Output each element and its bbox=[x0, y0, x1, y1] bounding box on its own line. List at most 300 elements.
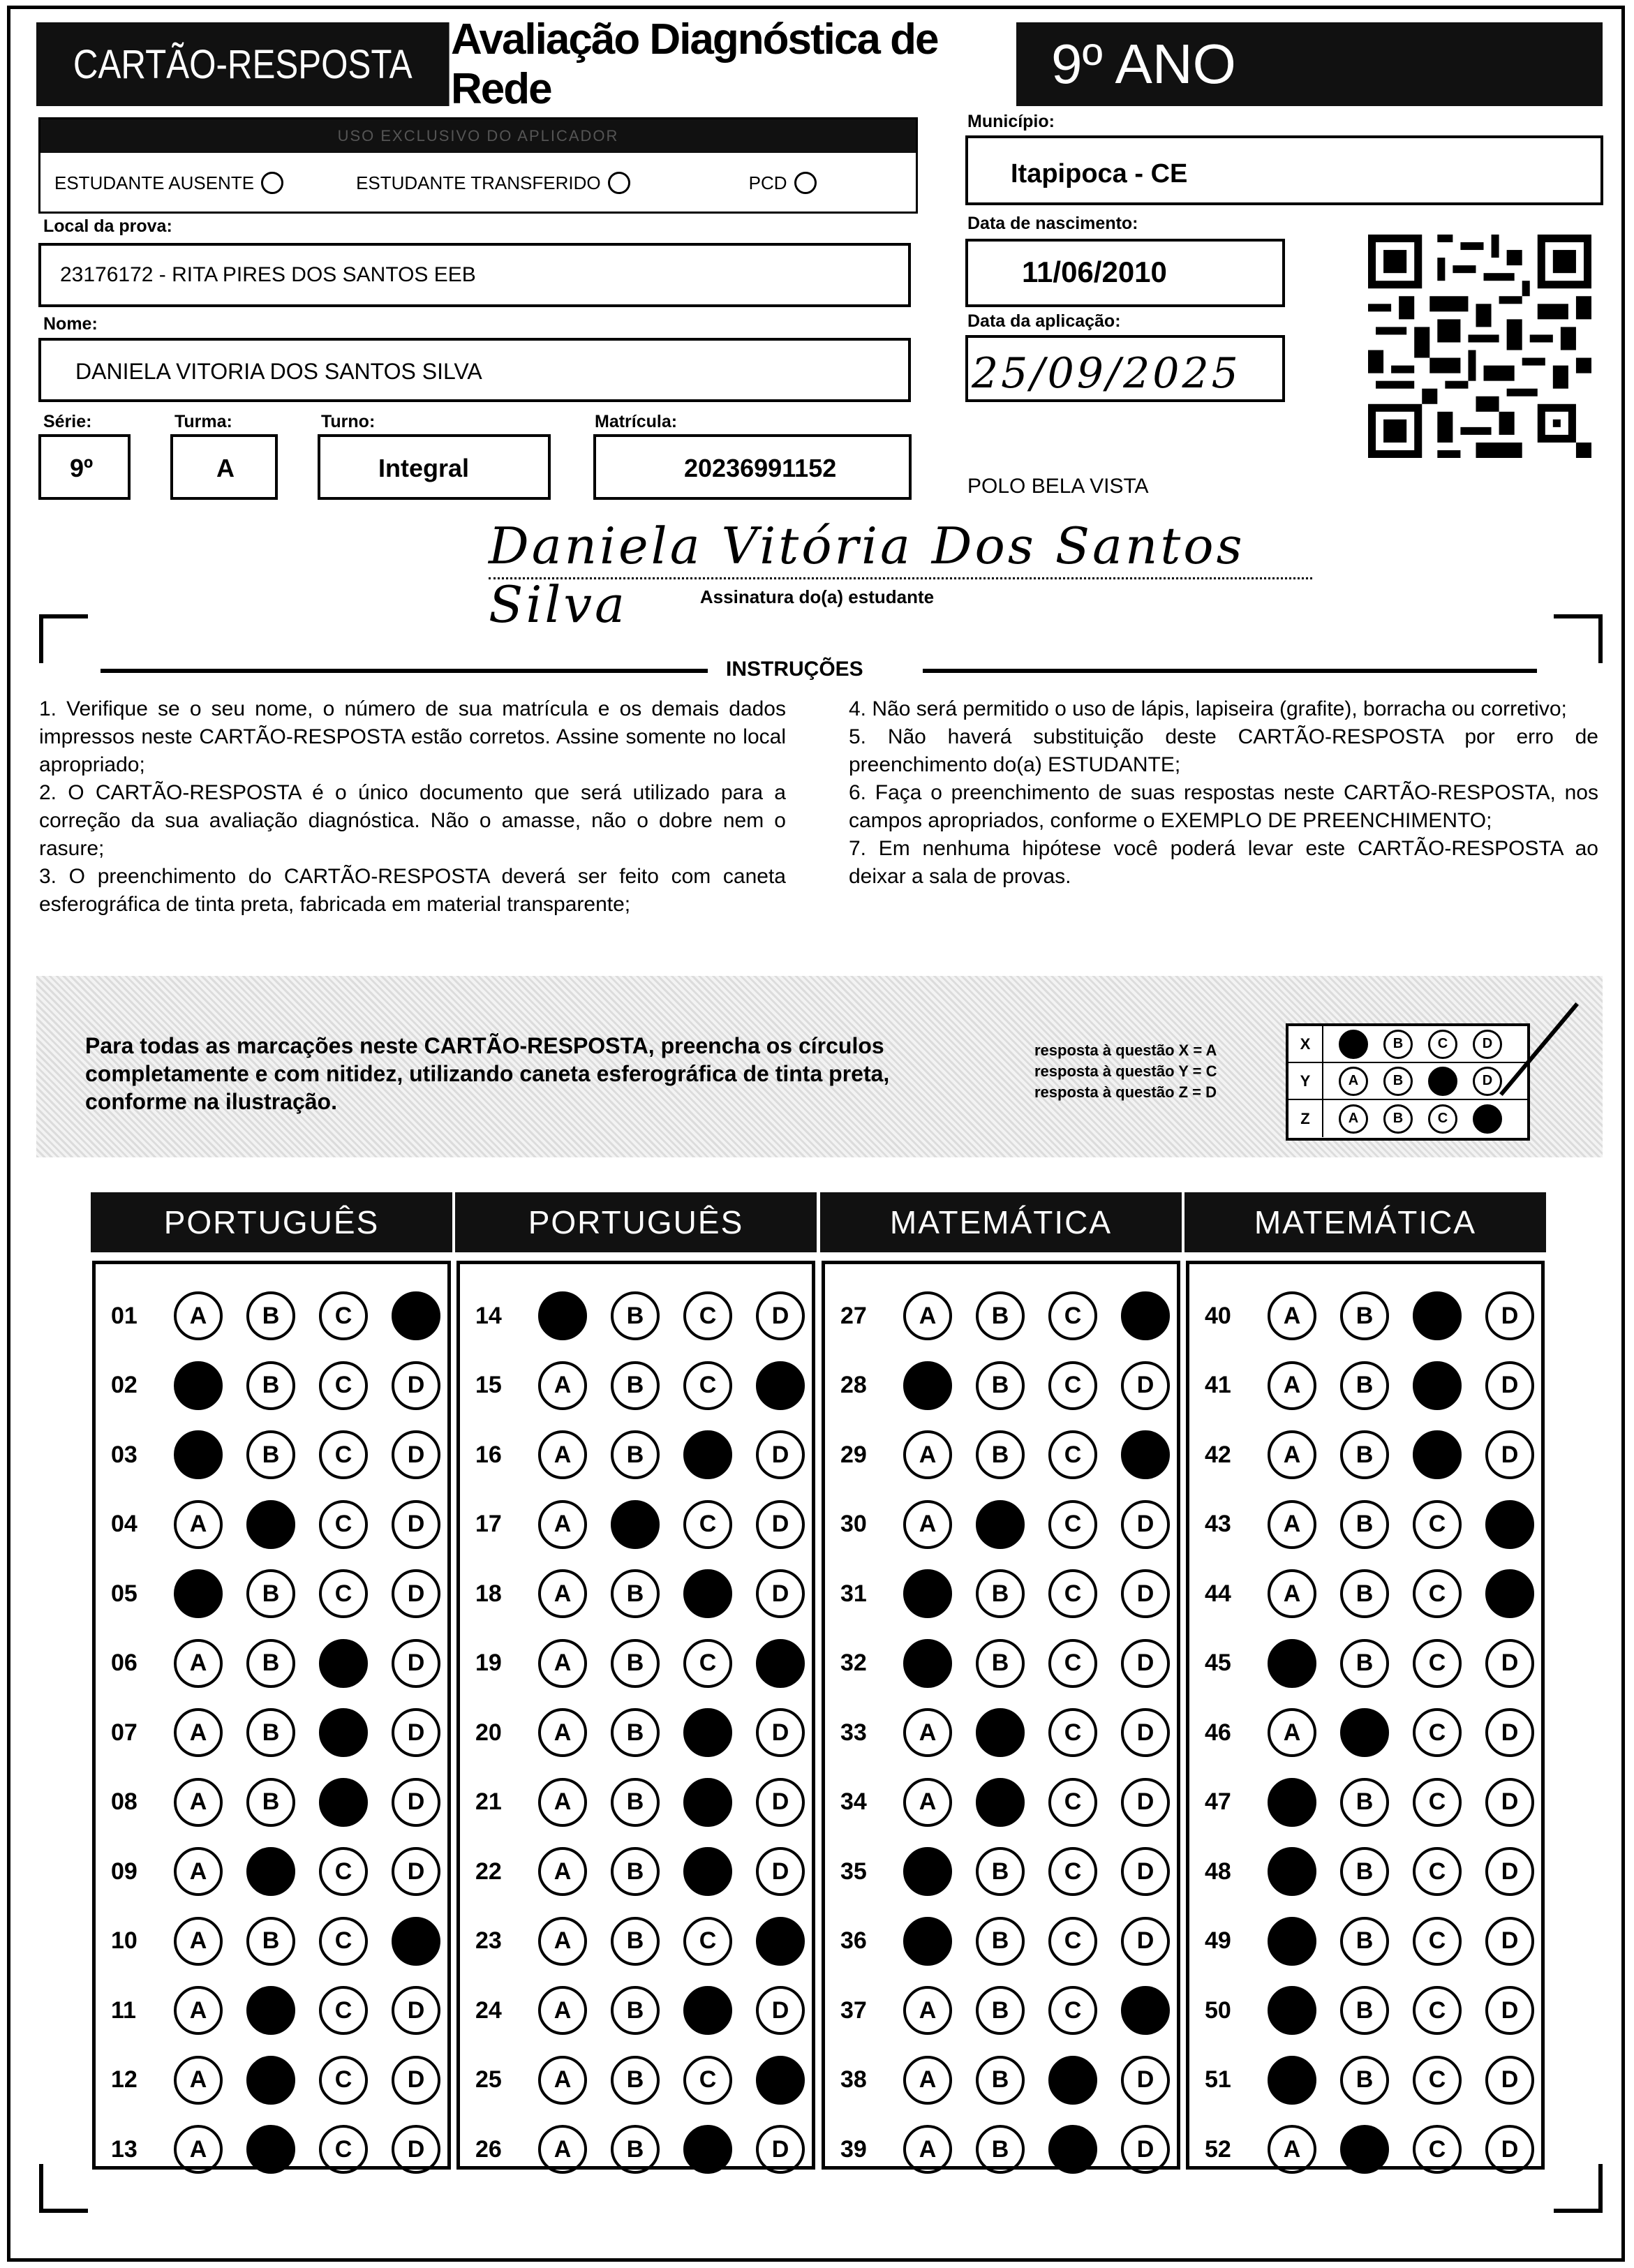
answer-bubble-b[interactable]: B bbox=[246, 1986, 295, 2035]
transferred-label: ESTUDANTE TRANSFERIDO bbox=[356, 172, 601, 193]
example-bubble-d: D bbox=[1473, 1067, 1502, 1096]
question-number: 18 bbox=[475, 1580, 502, 1607]
pcd-radio[interactable] bbox=[794, 172, 817, 194]
answer-bubble-c[interactable]: C bbox=[683, 1430, 732, 1479]
answer-bubble-c[interactable]: C bbox=[1048, 1847, 1097, 1896]
answer-bubble-d[interactable]: D bbox=[1485, 1569, 1534, 1618]
question-number: 25 bbox=[475, 2066, 502, 2093]
answer-bubble-b[interactable]: B bbox=[1340, 1500, 1389, 1549]
answer-bubble-b[interactable]: B bbox=[246, 1917, 295, 1966]
example-grid bbox=[1286, 1023, 1530, 1141]
answer-bubble-d[interactable]: D bbox=[1485, 1917, 1534, 1966]
answer-bubble-a[interactable]: A bbox=[174, 2125, 223, 2174]
answer-bubble-b[interactable]: B bbox=[1340, 1430, 1389, 1479]
answer-bubble-d[interactable]: D bbox=[392, 2056, 440, 2105]
question-number: 33 bbox=[840, 1719, 867, 1746]
question-row bbox=[840, 1913, 1170, 1969]
answer-bubble-a[interactable]: A bbox=[903, 1500, 952, 1549]
question-row bbox=[1205, 1427, 1534, 1483]
answer-bubble-c[interactable]: C bbox=[1413, 1569, 1462, 1618]
answer-bubble-b[interactable]: B bbox=[976, 1361, 1025, 1410]
answer-bubble-b[interactable]: B bbox=[976, 1708, 1025, 1757]
answer-bubble-d[interactable]: D bbox=[1121, 1639, 1170, 1688]
answer-bubble-b[interactable]: B bbox=[611, 2125, 660, 2174]
answer-bubble-c[interactable]: C bbox=[683, 1847, 732, 1896]
question-row bbox=[1205, 1566, 1534, 1622]
answer-bubble-b[interactable]: B bbox=[246, 2056, 295, 2105]
answer-bubble-a[interactable]: A bbox=[174, 1778, 223, 1827]
answer-bubble-a[interactable]: A bbox=[174, 1361, 223, 1410]
answer-bubble-b[interactable]: B bbox=[246, 1361, 295, 1410]
answer-bubble-c[interactable]: C bbox=[683, 1639, 732, 1688]
answer-bubble-c[interactable]: C bbox=[683, 1291, 732, 1340]
answer-bubble-c[interactable]: C bbox=[1413, 1430, 1462, 1479]
answer-bubble-a[interactable]: A bbox=[1268, 1430, 1316, 1479]
question-row bbox=[111, 1566, 440, 1622]
answer-bubble-b[interactable]: B bbox=[611, 2056, 660, 2105]
answer-bubble-a[interactable]: A bbox=[903, 1847, 952, 1896]
question-number: 36 bbox=[840, 1927, 867, 1954]
answer-bubble-b[interactable]: B bbox=[611, 1847, 660, 1896]
answer-bubble-a[interactable]: A bbox=[1268, 2056, 1316, 2105]
answer-bubble-d[interactable]: D bbox=[756, 2056, 805, 2105]
answer-bubble-a[interactable]: A bbox=[538, 1847, 587, 1896]
answer-bubble-a[interactable]: A bbox=[1268, 1986, 1316, 2035]
answer-bubble-d[interactable]: D bbox=[1121, 1430, 1170, 1479]
question-row bbox=[840, 2121, 1170, 2177]
answer-bubble-a[interactable]: A bbox=[903, 1986, 952, 2035]
answer-bubble-c[interactable]: C bbox=[1413, 1500, 1462, 1549]
polo-name: POLO BELA VISTA bbox=[967, 475, 1149, 498]
answer-bubble-b[interactable]: B bbox=[246, 1291, 295, 1340]
answer-bubble-d[interactable]: D bbox=[756, 1291, 805, 1340]
question-row bbox=[111, 1427, 440, 1483]
answer-bubble-a[interactable]: A bbox=[538, 1430, 587, 1479]
answer-bubble-b[interactable]: B bbox=[246, 1708, 295, 1757]
answer-bubble-d[interactable]: D bbox=[1121, 2125, 1170, 2174]
answer-bubble-d[interactable]: D bbox=[1121, 1778, 1170, 1827]
answer-bubble-c[interactable]: C bbox=[1048, 1708, 1097, 1757]
answer-bubble-a[interactable]: A bbox=[903, 1639, 952, 1688]
answer-bubble-b[interactable]: B bbox=[246, 2125, 295, 2174]
answer-bubble-c[interactable]: C bbox=[319, 1708, 368, 1757]
transferred-radio[interactable] bbox=[608, 172, 630, 194]
answer-bubble-a[interactable]: A bbox=[1268, 1778, 1316, 1827]
question-number: 04 bbox=[111, 1511, 138, 1537]
answer-bubble-b[interactable]: B bbox=[611, 1430, 660, 1479]
answer-bubble-a[interactable]: A bbox=[1268, 1291, 1316, 1340]
answer-bubble-a[interactable]: A bbox=[1268, 1708, 1316, 1757]
answer-bubble-b[interactable]: B bbox=[976, 1986, 1025, 2035]
answer-bubble-b[interactable]: B bbox=[976, 1917, 1025, 1966]
question-number: 43 bbox=[1205, 1511, 1231, 1537]
answer-bubble-d[interactable]: D bbox=[1485, 1986, 1534, 2035]
answer-bubble-b[interactable]: B bbox=[1340, 1291, 1389, 1340]
answer-bubble-a[interactable]: A bbox=[903, 2056, 952, 2105]
nome-value: DANIELA VITORIA DOS SANTOS SILVA bbox=[75, 359, 482, 384]
question-row bbox=[840, 1427, 1170, 1483]
example-bubble-b: B bbox=[1383, 1067, 1413, 1096]
answer-bubble-b[interactable]: B bbox=[246, 1430, 295, 1479]
answer-bubble-a[interactable]: A bbox=[174, 1500, 223, 1549]
question-row bbox=[475, 1636, 805, 1691]
question-row bbox=[111, 2121, 440, 2177]
answer-bubble-a[interactable]: A bbox=[903, 1569, 952, 1618]
answer-bubble-b[interactable]: B bbox=[246, 1778, 295, 1827]
answer-bubble-a[interactable]: A bbox=[903, 1917, 952, 1966]
answer-bubble-b[interactable]: B bbox=[611, 1639, 660, 1688]
answer-bubble-c[interactable]: C bbox=[1048, 1569, 1097, 1618]
question-row bbox=[111, 1982, 440, 2038]
aplicacao-value: 25/09/2025 bbox=[972, 349, 1241, 398]
example-bubble-d: D bbox=[1473, 1104, 1502, 1134]
answer-bubble-d[interactable]: D bbox=[1121, 1361, 1170, 1410]
example-bubble-a: A bbox=[1339, 1104, 1368, 1134]
question-number: 42 bbox=[1205, 1441, 1231, 1468]
answer-bubble-a[interactable]: A bbox=[1268, 1569, 1316, 1618]
question-row bbox=[840, 1358, 1170, 1414]
question-number: 30 bbox=[840, 1511, 867, 1537]
answer-bubble-d[interactable]: D bbox=[392, 1500, 440, 1549]
nascimento-value: 11/06/2010 bbox=[1022, 255, 1167, 288]
answer-bubble-b[interactable]: B bbox=[976, 1778, 1025, 1827]
answer-bubble-d[interactable]: D bbox=[1485, 1361, 1534, 1410]
answer-bubble-c[interactable]: C bbox=[1048, 1639, 1097, 1688]
answer-bubble-b[interactable]: B bbox=[976, 1639, 1025, 1688]
answer-bubble-a[interactable]: A bbox=[174, 1986, 223, 2035]
answer-bubble-c[interactable]: C bbox=[1413, 1986, 1462, 2035]
answer-bubble-c[interactable]: C bbox=[1048, 2125, 1097, 2174]
answer-bubble-d[interactable]: D bbox=[756, 1639, 805, 1688]
answer-bubble-b[interactable]: B bbox=[611, 1569, 660, 1618]
answer-bubble-a[interactable]: A bbox=[903, 1708, 952, 1757]
answer-bubble-d[interactable]: D bbox=[756, 1569, 805, 1618]
answer-bubble-c[interactable]: C bbox=[1413, 1917, 1462, 1966]
answer-bubble-d[interactable]: D bbox=[1485, 1291, 1534, 1340]
answer-bubble-b[interactable]: B bbox=[611, 1708, 660, 1757]
answer-bubble-a[interactable]: A bbox=[174, 1847, 223, 1896]
answer-bubble-d[interactable]: D bbox=[392, 1986, 440, 2035]
answer-bubble-a[interactable]: A bbox=[538, 2125, 587, 2174]
absent-radio[interactable] bbox=[261, 172, 283, 194]
answer-bubble-a[interactable]: A bbox=[538, 1500, 587, 1549]
instruction-6: 6. Faça o preenchimento de suas respostas neste CARTÃO-RESPOSTA, nos campos apropriados, conforme o EXEMPLO DE PREENCHIMENTO; bbox=[849, 781, 1598, 832]
question-row bbox=[1205, 1844, 1534, 1899]
section-header: PORTUGUÊS bbox=[91, 1192, 452, 1252]
answer-bubble-b[interactable]: B bbox=[611, 1986, 660, 2035]
answer-bubble-b[interactable]: B bbox=[976, 1291, 1025, 1340]
answer-bubble-c[interactable]: C bbox=[683, 2056, 732, 2105]
answer-bubble-b[interactable]: B bbox=[611, 1361, 660, 1410]
question-number: 48 bbox=[1205, 1858, 1231, 1885]
answer-bubble-b[interactable]: B bbox=[1340, 1639, 1389, 1688]
answer-bubble-c[interactable]: C bbox=[1413, 2056, 1462, 2105]
answer-bubble-a[interactable]: A bbox=[174, 1430, 223, 1479]
question-row bbox=[1205, 1705, 1534, 1761]
answer-bubble-b[interactable]: B bbox=[611, 1291, 660, 1340]
filling-example bbox=[36, 976, 1603, 1157]
answer-bubble-a[interactable]: A bbox=[538, 1917, 587, 1966]
answer-bubble-a[interactable]: A bbox=[538, 1291, 587, 1340]
answer-bubble-a[interactable]: A bbox=[1268, 1917, 1316, 1966]
answer-bubble-d[interactable]: D bbox=[1121, 1986, 1170, 2035]
answer-bubble-c[interactable]: C bbox=[1413, 1639, 1462, 1688]
answer-bubble-c[interactable]: C bbox=[319, 1917, 368, 1966]
question-number: 20 bbox=[475, 1719, 502, 1746]
answer-bubble-a[interactable]: A bbox=[903, 2125, 952, 2174]
answer-bubble-c[interactable]: C bbox=[319, 1778, 368, 1827]
answer-bubble-d[interactable]: D bbox=[1485, 1847, 1534, 1896]
question-number: 50 bbox=[1205, 1996, 1231, 2024]
question-row bbox=[840, 1636, 1170, 1691]
answer-bubble-b[interactable]: B bbox=[976, 2056, 1025, 2105]
example-row bbox=[1288, 1026, 1527, 1063]
answer-bubble-c[interactable]: C bbox=[1413, 1291, 1462, 1340]
answer-bubble-c[interactable]: C bbox=[1413, 1778, 1462, 1827]
answer-bubble-d[interactable]: D bbox=[756, 1917, 805, 1966]
answer-bubble-a[interactable]: A bbox=[1268, 1639, 1316, 1688]
answer-bubble-a[interactable]: A bbox=[538, 1778, 587, 1827]
answer-bubble-c[interactable]: C bbox=[1413, 2125, 1462, 2174]
answer-bubble-d[interactable]: D bbox=[1485, 1708, 1534, 1757]
answer-bubble-d[interactable]: D bbox=[756, 1986, 805, 2035]
answer-bubble-c[interactable]: C bbox=[319, 1500, 368, 1549]
answer-bubble-b[interactable]: B bbox=[611, 1917, 660, 1966]
answer-bubble-c[interactable]: C bbox=[319, 1291, 368, 1340]
answer-bubble-a[interactable]: A bbox=[903, 1361, 952, 1410]
answer-bubble-a[interactable]: A bbox=[538, 1361, 587, 1410]
answer-bubble-d[interactable]: D bbox=[392, 1569, 440, 1618]
answer-bubble-c[interactable]: C bbox=[1413, 1361, 1462, 1410]
answer-bubble-d[interactable]: D bbox=[392, 2125, 440, 2174]
answer-bubble-b[interactable]: B bbox=[246, 1569, 295, 1618]
question-number: 11 bbox=[111, 1996, 136, 2024]
answer-bubble-b[interactable]: B bbox=[976, 1430, 1025, 1479]
answer-bubble-d[interactable]: D bbox=[392, 1430, 440, 1479]
answer-bubble-a[interactable]: A bbox=[538, 2056, 587, 2105]
answer-bubble-c[interactable]: C bbox=[1048, 1430, 1097, 1479]
answer-bubble-c[interactable]: C bbox=[1048, 1778, 1097, 1827]
question-number: 21 bbox=[475, 1788, 502, 1815]
question-number: 03 bbox=[111, 1441, 138, 1468]
serie-label: Série: bbox=[43, 412, 92, 431]
answer-bubble-d[interactable]: D bbox=[1121, 1917, 1170, 1966]
answer-bubble-b[interactable]: B bbox=[976, 2125, 1025, 2174]
answer-bubble-c[interactable]: C bbox=[683, 1917, 732, 1966]
answer-bubble-c[interactable]: C bbox=[1413, 1708, 1462, 1757]
answer-bubble-c[interactable]: C bbox=[1048, 1361, 1097, 1410]
question-row bbox=[475, 1982, 805, 2038]
question-number: 24 bbox=[475, 1996, 502, 2024]
answer-bubble-d[interactable]: D bbox=[756, 1778, 805, 1827]
answer-bubble-b[interactable]: B bbox=[1340, 1569, 1389, 1618]
example-bubble-c: C bbox=[1428, 1067, 1457, 1096]
answer-bubble-b[interactable]: B bbox=[1340, 1917, 1389, 1966]
question-row bbox=[111, 1774, 440, 1830]
example-bubble-a: A bbox=[1339, 1067, 1368, 1096]
example-row bbox=[1288, 1063, 1527, 1100]
answer-bubble-c[interactable]: C bbox=[319, 1569, 368, 1618]
question-number: 35 bbox=[840, 1858, 867, 1885]
answer-bubble-a[interactable]: A bbox=[903, 1291, 952, 1340]
question-number: 26 bbox=[475, 2135, 502, 2163]
applicator-box bbox=[38, 117, 918, 214]
question-number: 06 bbox=[111, 1650, 138, 1676]
question-row bbox=[840, 2052, 1170, 2108]
answer-bubble-a[interactable]: A bbox=[174, 1291, 223, 1340]
answer-bubble-b[interactable]: B bbox=[1340, 1361, 1389, 1410]
answer-bubble-b[interactable]: B bbox=[1340, 1708, 1389, 1757]
question-row bbox=[1205, 1982, 1534, 2038]
answer-bubble-d[interactable]: D bbox=[756, 1708, 805, 1757]
answer-bubble-c[interactable]: C bbox=[683, 1569, 732, 1618]
answer-bubble-b[interactable]: B bbox=[246, 1500, 295, 1549]
answer-bubble-c[interactable]: C bbox=[683, 1778, 732, 1827]
answer-bubble-d[interactable]: D bbox=[1121, 1569, 1170, 1618]
question-number: 28 bbox=[840, 1372, 867, 1398]
answer-bubble-d[interactable]: D bbox=[756, 1430, 805, 1479]
answer-bubble-d[interactable]: D bbox=[756, 2125, 805, 2174]
question-number: 13 bbox=[111, 2135, 138, 2163]
answer-bubble-c[interactable]: C bbox=[319, 1361, 368, 1410]
answer-bubble-d[interactable]: D bbox=[1121, 1847, 1170, 1896]
answer-column bbox=[822, 1261, 1180, 2170]
question-number: 51 bbox=[1205, 2066, 1231, 2093]
answer-bubble-b[interactable]: B bbox=[1340, 2056, 1389, 2105]
answer-bubble-c[interactable]: C bbox=[683, 1500, 732, 1549]
example-question-label: Z bbox=[1288, 1100, 1323, 1137]
turno-label: Turno: bbox=[321, 412, 376, 431]
answer-bubble-b[interactable]: B bbox=[976, 1500, 1025, 1549]
question-row bbox=[475, 1913, 805, 1969]
answer-bubble-b[interactable]: B bbox=[611, 1778, 660, 1827]
section-header: MATEMÁTICA bbox=[1184, 1192, 1546, 1252]
answer-bubble-a[interactable]: A bbox=[1268, 1500, 1316, 1549]
question-number: 08 bbox=[111, 1788, 138, 1815]
answer-bubble-d[interactable]: D bbox=[1485, 1430, 1534, 1479]
answer-bubble-a[interactable]: A bbox=[174, 1569, 223, 1618]
example-bubble-c: C bbox=[1428, 1030, 1457, 1059]
answer-bubble-b[interactable]: B bbox=[246, 1639, 295, 1688]
answer-bubble-a[interactable]: A bbox=[174, 1708, 223, 1757]
answer-bubble-d[interactable]: D bbox=[392, 1361, 440, 1410]
question-number: 16 bbox=[475, 1441, 502, 1468]
answer-bubble-a[interactable]: A bbox=[1268, 1847, 1316, 1896]
answer-bubble-c[interactable]: C bbox=[683, 1986, 732, 2035]
answer-bubble-d[interactable]: D bbox=[756, 1500, 805, 1549]
local-value: 23176172 - RITA PIRES DOS SANTOS EEB bbox=[60, 263, 476, 286]
question-row bbox=[475, 1844, 805, 1899]
answer-bubble-a[interactable]: A bbox=[903, 1430, 952, 1479]
answer-bubble-b[interactable]: B bbox=[976, 1847, 1025, 1896]
answer-bubble-c[interactable]: C bbox=[1413, 1847, 1462, 1896]
answer-bubble-c[interactable]: C bbox=[1048, 1917, 1097, 1966]
answer-bubble-a[interactable]: A bbox=[538, 1639, 587, 1688]
answer-bubble-d[interactable]: D bbox=[756, 1847, 805, 1896]
answer-bubble-d[interactable]: D bbox=[392, 1639, 440, 1688]
nascimento-label: Data de nascimento: bbox=[967, 214, 1138, 233]
answer-bubble-a[interactable]: A bbox=[903, 1778, 952, 1827]
answer-bubble-a[interactable]: A bbox=[1268, 2125, 1316, 2174]
answer-bubble-b[interactable]: B bbox=[1340, 1986, 1389, 2035]
question-number: 15 bbox=[475, 1372, 502, 1398]
grade-title: 9º ANO bbox=[1016, 22, 1603, 106]
answer-bubble-c[interactable]: C bbox=[319, 1639, 368, 1688]
answer-bubble-d[interactable]: D bbox=[1121, 2056, 1170, 2105]
answer-bubble-b[interactable]: B bbox=[1340, 2125, 1389, 2174]
answer-bubble-c[interactable]: C bbox=[683, 1361, 732, 1410]
answer-bubble-c[interactable]: C bbox=[1048, 1986, 1097, 2035]
answer-bubble-d[interactable]: D bbox=[1485, 2056, 1534, 2105]
answer-bubble-d[interactable]: D bbox=[1485, 1639, 1534, 1688]
example-legend bbox=[1034, 1040, 1217, 1103]
answer-bubble-d[interactable]: D bbox=[1121, 1291, 1170, 1340]
answer-bubble-a[interactable]: A bbox=[538, 1569, 587, 1618]
answer-bubble-a[interactable]: A bbox=[174, 1639, 223, 1688]
question-row bbox=[475, 1358, 805, 1414]
qr-code-icon bbox=[1368, 235, 1591, 458]
question-row bbox=[1205, 1636, 1534, 1691]
answer-bubble-c[interactable]: C bbox=[319, 1986, 368, 2035]
answer-bubble-b[interactable]: B bbox=[1340, 1847, 1389, 1896]
answer-bubble-c[interactable]: C bbox=[319, 2125, 368, 2174]
answer-bubble-d[interactable]: D bbox=[392, 1291, 440, 1340]
answer-bubble-c[interactable]: C bbox=[319, 1430, 368, 1479]
question-number: 07 bbox=[111, 1719, 138, 1746]
question-number: 17 bbox=[475, 1511, 502, 1537]
answer-bubble-a[interactable]: A bbox=[1268, 1361, 1316, 1410]
answer-bubble-a[interactable]: A bbox=[174, 1917, 223, 1966]
answer-bubble-a[interactable]: A bbox=[174, 2056, 223, 2105]
answer-bubble-b[interactable]: B bbox=[611, 1500, 660, 1549]
answer-bubble-c[interactable]: C bbox=[683, 1708, 732, 1757]
question-row bbox=[111, 1497, 440, 1552]
answer-bubble-b[interactable]: B bbox=[1340, 1778, 1389, 1827]
answer-bubble-c[interactable]: C bbox=[683, 2125, 732, 2174]
question-number: 47 bbox=[1205, 1788, 1231, 1815]
answer-bubble-c[interactable]: C bbox=[1048, 1500, 1097, 1549]
signature-label: Assinatura do(a) estudante bbox=[699, 586, 935, 607]
answer-bubble-d[interactable]: D bbox=[392, 1778, 440, 1827]
section-header: MATEMÁTICA bbox=[820, 1192, 1182, 1252]
sheet-title: CARTÃO-RESPOSTA bbox=[36, 22, 450, 106]
question-row bbox=[111, 1358, 440, 1414]
question-row bbox=[111, 1844, 440, 1899]
answer-bubble-d[interactable]: D bbox=[1121, 1708, 1170, 1757]
answer-bubble-c[interactable]: C bbox=[1048, 2056, 1097, 2105]
answer-bubble-d[interactable]: D bbox=[392, 1847, 440, 1896]
answer-bubble-b[interactable]: B bbox=[246, 1847, 295, 1896]
answer-bubble-d[interactable]: D bbox=[392, 1708, 440, 1757]
answer-bubble-d[interactable]: D bbox=[1485, 2125, 1534, 2174]
answer-bubble-d[interactable]: D bbox=[392, 1917, 440, 1966]
answer-bubble-c[interactable]: C bbox=[319, 2056, 368, 2105]
answer-bubble-a[interactable]: A bbox=[538, 1708, 587, 1757]
answer-bubble-d[interactable]: D bbox=[1121, 1500, 1170, 1549]
question-row bbox=[840, 1497, 1170, 1552]
answer-bubble-c[interactable]: C bbox=[1048, 1291, 1097, 1340]
turno-value: Integral bbox=[378, 454, 470, 482]
answer-bubble-b[interactable]: B bbox=[976, 1569, 1025, 1618]
answer-bubble-d[interactable]: D bbox=[1485, 1778, 1534, 1827]
answer-bubble-d[interactable]: D bbox=[756, 1361, 805, 1410]
question-number: 37 bbox=[840, 1996, 867, 2024]
answer-bubble-c[interactable]: C bbox=[319, 1847, 368, 1896]
instruction-2: 2. O CARTÃO-RESPOSTA é o único documento que será utilizado para a correção da sua avaliação diagnóstica. Não o amasse, não o dobre nem o rasure; bbox=[39, 781, 786, 860]
answer-bubble-d[interactable]: D bbox=[1485, 1500, 1534, 1549]
instructions-rule-right bbox=[923, 669, 1537, 673]
answer-bubble-a[interactable]: A bbox=[538, 1986, 587, 2035]
